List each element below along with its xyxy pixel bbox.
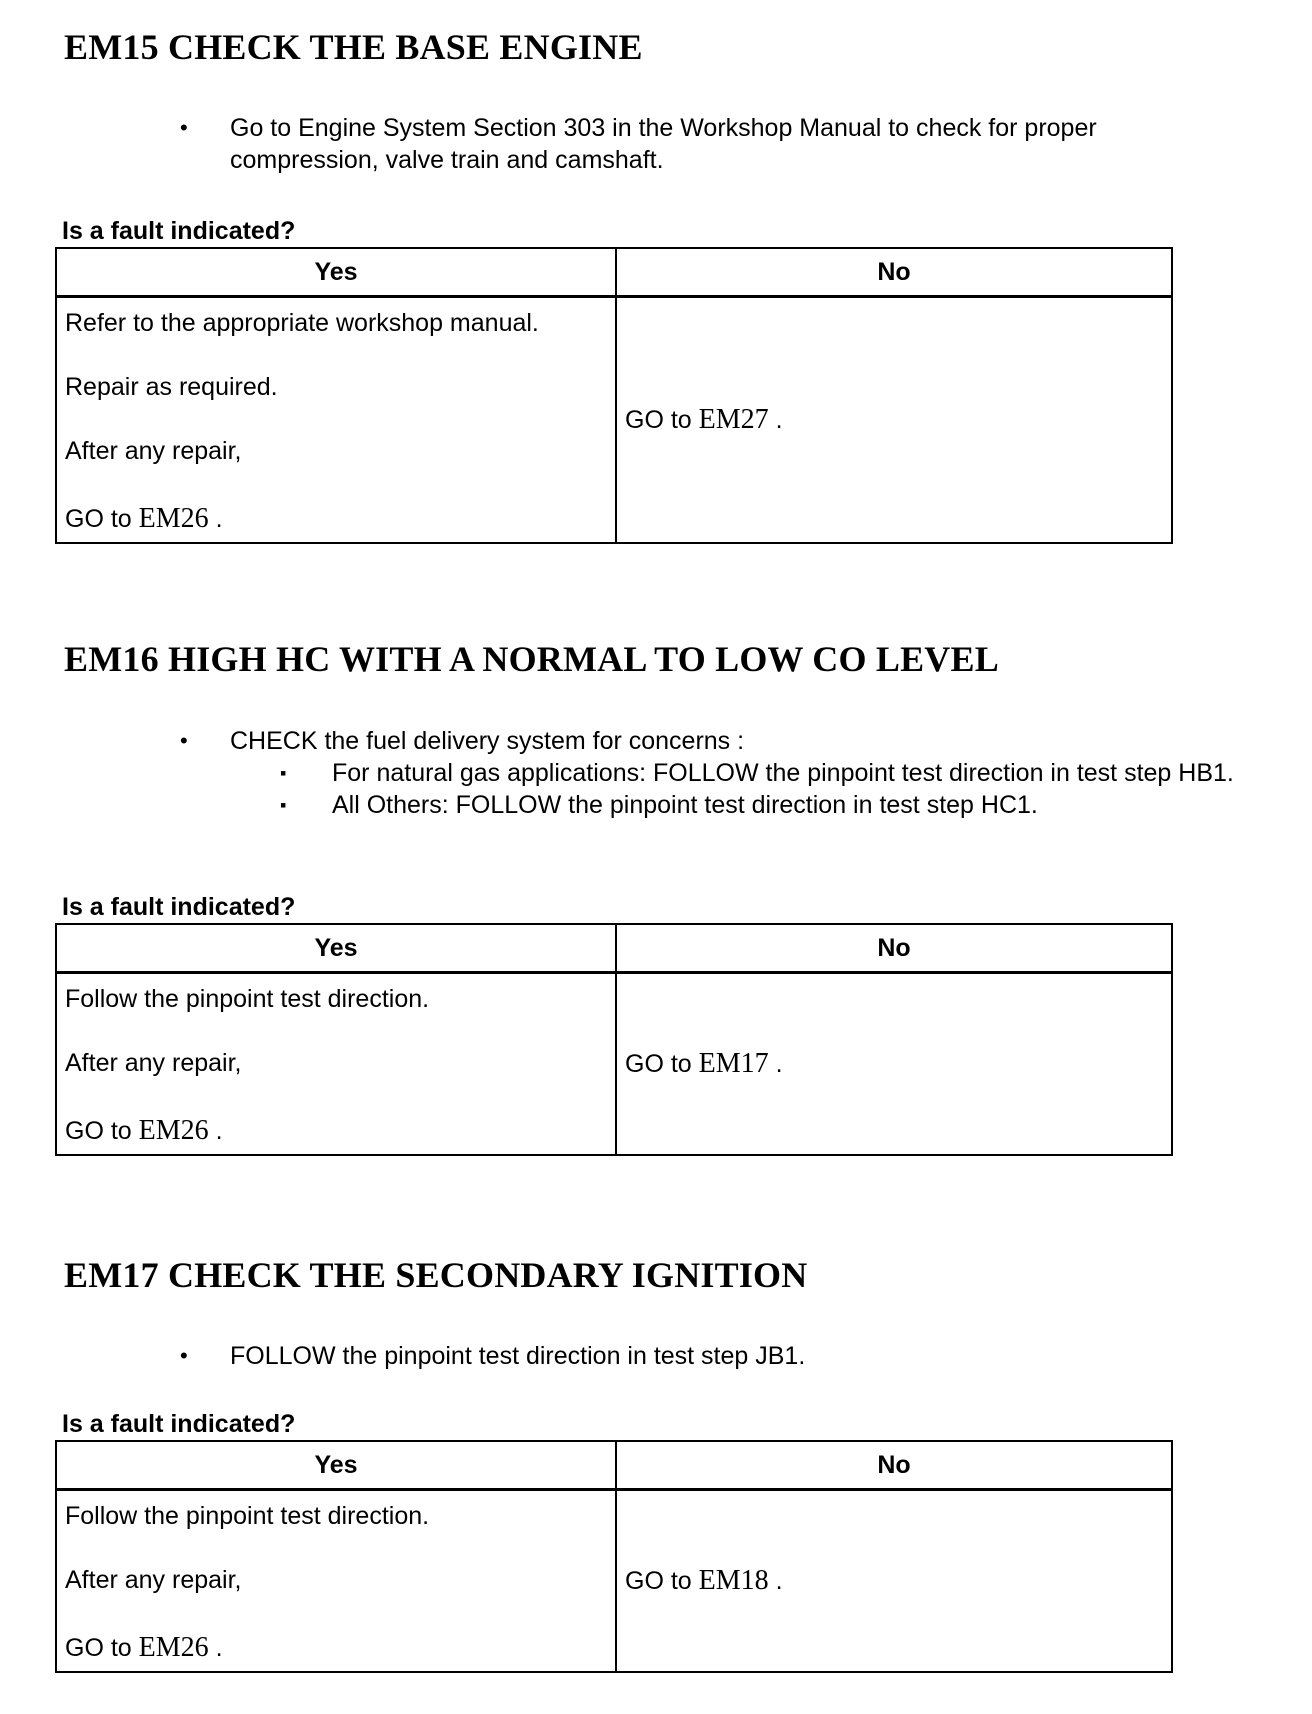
goto-target-link[interactable]: EM26 — [138, 503, 209, 534]
fault-table — [55, 247, 1173, 544]
fault-table — [55, 1440, 1173, 1673]
yes-goto: GO to EM26 . — [65, 1632, 223, 1663]
table-header-row — [56, 924, 1172, 973]
yes-line: Repair as required. — [65, 373, 278, 401]
yes-line: After any repair, — [65, 1566, 242, 1594]
fault-question: Is a fault indicated? — [62, 893, 296, 921]
table-row — [56, 297, 1172, 544]
table-row — [56, 973, 1172, 1156]
goto-target-link[interactable]: EM17 — [698, 1048, 769, 1079]
table-row — [56, 1490, 1172, 1673]
goto-target-link[interactable]: EM27 — [698, 404, 769, 435]
col-no-header: No — [616, 248, 1172, 297]
yes-line: Follow the pinpoint test direction. — [65, 1502, 430, 1530]
fault-question: Is a fault indicated? — [62, 1410, 296, 1438]
goto-text: GO to — [65, 1634, 132, 1662]
yes-line: Refer to the appropriate workshop manual. — [65, 309, 539, 337]
goto-text: GO to — [625, 1050, 692, 1078]
section-heading: EM16 HIGH HC WITH A NORMAL TO LOW CO LEVEL — [64, 639, 999, 679]
col-no-header: No — [616, 924, 1172, 973]
bullet-list — [0, 725, 1292, 821]
goto-text: GO to — [65, 505, 132, 533]
goto-text: GO to — [625, 1567, 692, 1595]
bullet-item: • Go to Engine System Section 303 in the Workshop Manual to check for proper compression, valve train and camshaft. — [0, 112, 1230, 176]
fault-table — [55, 923, 1173, 1156]
col-no-header: No — [616, 1441, 1172, 1490]
table-header-row — [56, 248, 1172, 297]
col-yes-header: Yes — [56, 1441, 616, 1490]
yes-cell — [56, 1490, 616, 1673]
fault-question: Is a fault indicated? — [62, 217, 296, 245]
goto-target-link[interactable]: EM26 — [138, 1632, 209, 1663]
col-yes-header: Yes — [56, 248, 616, 297]
bullet-list — [0, 1340, 1230, 1372]
bullet-list — [0, 112, 1230, 176]
goto-target-link[interactable]: EM18 — [698, 1565, 769, 1596]
no-cell: GO to EM17 . — [616, 973, 1172, 1156]
yes-line: After any repair, — [65, 437, 242, 465]
section-heading: EM17 CHECK THE SECONDARY IGNITION — [64, 1255, 808, 1295]
yes-cell — [56, 973, 616, 1156]
no-cell: GO to EM27 . — [616, 297, 1172, 544]
table-header-row — [56, 1441, 1172, 1490]
yes-line: Follow the pinpoint test direction. — [65, 985, 430, 1013]
yes-cell — [56, 297, 616, 544]
section-heading: EM15 CHECK THE BASE ENGINE — [64, 27, 643, 67]
no-cell: GO to EM18 . — [616, 1490, 1172, 1673]
yes-goto: GO to EM26 . — [65, 1115, 223, 1146]
goto-text: GO to — [625, 406, 692, 434]
bullet-item: • CHECK the fuel delivery system for concerns : — [0, 725, 1230, 757]
bullet-item: • FOLLOW the pinpoint test direction in test step JB1. — [0, 1340, 1230, 1372]
sub-bullet-item: ▪ For natural gas applications: FOLLOW the pinpoint test direction in test step HB1. — [0, 757, 1292, 789]
col-yes-header: Yes — [56, 924, 616, 973]
goto-text: GO to — [65, 1117, 132, 1145]
sub-bullet-item: ▪ All Others: FOLLOW the pinpoint test direction in test step HC1. — [0, 789, 1292, 821]
goto-target-link[interactable]: EM26 — [138, 1115, 209, 1146]
yes-goto: GO to EM26 . — [65, 503, 223, 534]
yes-line: After any repair, — [65, 1049, 242, 1077]
